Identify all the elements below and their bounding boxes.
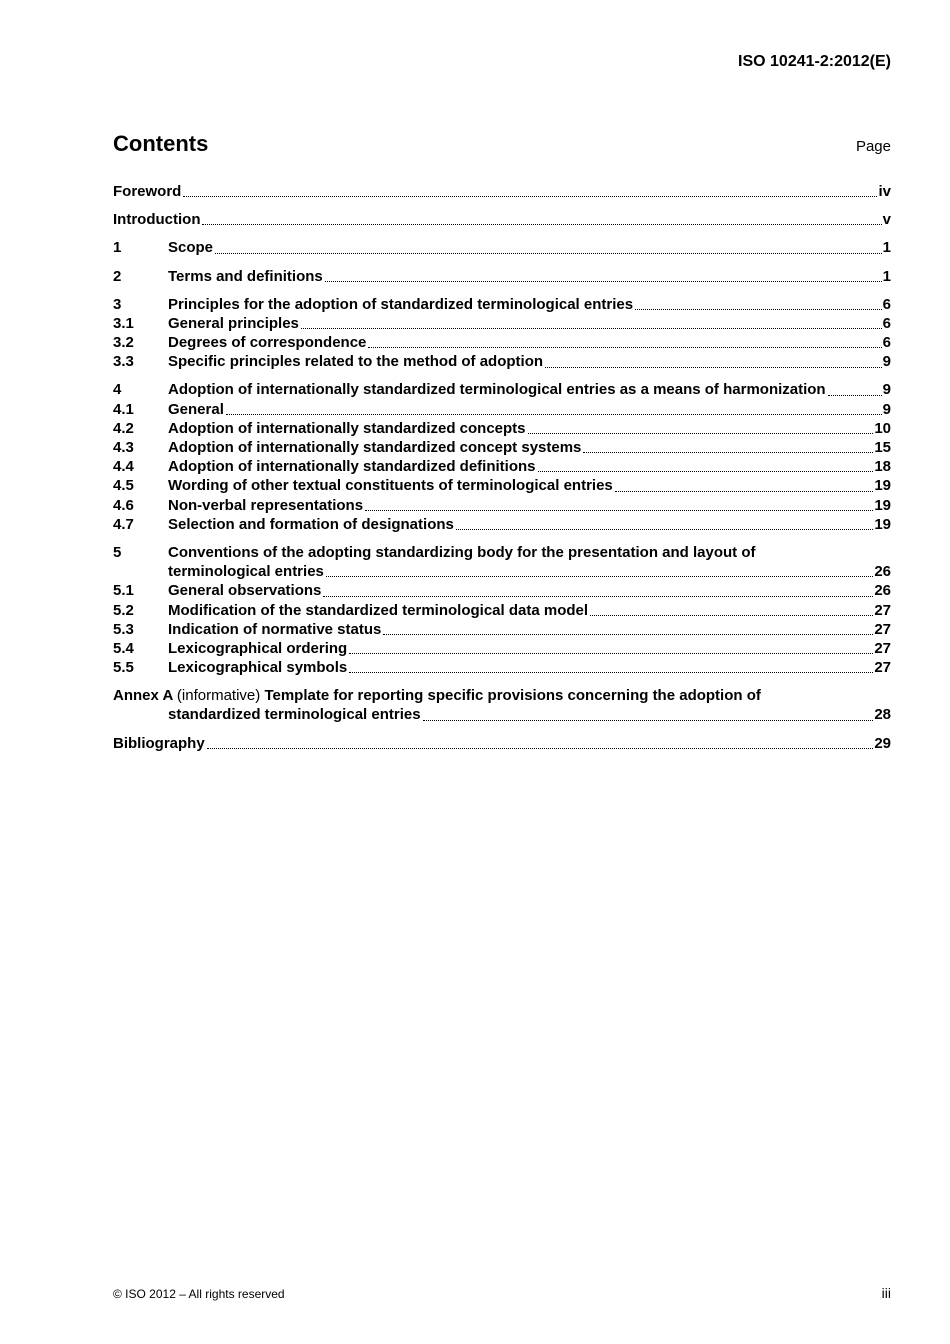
toc-entry-page: 27 [874, 601, 891, 619]
toc-entry-5-1[interactable] [113, 581, 891, 600]
toc-entry-page: 27 [874, 639, 891, 657]
toc-entry-4-5[interactable] [113, 476, 891, 495]
toc-entry-title: Adoption of internationally standardized concept systems [168, 439, 582, 457]
toc-entry-4-3[interactable] [113, 438, 891, 457]
toc-entry-3-1[interactable] [113, 314, 891, 333]
toc-entry-title: Lexicographical ordering [168, 639, 348, 657]
toc-entry-title: Scope [168, 239, 214, 257]
toc-entry-title: Terms and definitions [168, 267, 323, 285]
toc-entry-page: 28 [874, 706, 891, 724]
toc-entry-4[interactable] [113, 381, 891, 400]
toc-entry-number: 4.1 [113, 400, 134, 418]
toc-entry-2[interactable] [113, 267, 891, 286]
toc-entry-title: Lexicographical symbols [168, 659, 348, 677]
toc-entry-4-7[interactable] [113, 515, 891, 534]
toc-entry-foreword[interactable] [113, 182, 891, 201]
toc-entry-title: Introduction [113, 211, 201, 229]
dot-leader [383, 634, 873, 635]
toc-entry-title: Selection and formation of designations [168, 515, 454, 533]
toc-entry-page: 19 [874, 496, 891, 514]
dot-leader [183, 196, 877, 197]
toc-entry-page: v [882, 211, 891, 229]
toc-entry-page: 26 [874, 582, 891, 600]
toc-entry-number: 4.3 [113, 439, 134, 457]
dot-leader [456, 529, 873, 530]
toc-entry-title: Conventions of the adopting standardizing body for the presentation and layout of [168, 543, 756, 561]
dot-leader [538, 471, 874, 472]
toc-entry-page: 15 [874, 439, 891, 457]
toc-entry-page: 6 [882, 295, 891, 313]
toc-entry-4-6[interactable] [113, 496, 891, 515]
toc-entry-title: Foreword [113, 182, 182, 200]
annex-label: Annex A [113, 687, 173, 705]
toc-entry-title: Adoption of internationally standardized terminological entries as a means of harmonization [168, 381, 826, 399]
toc-entry-title: General principles [168, 314, 299, 332]
contents-heading: Contents [113, 131, 209, 156]
toc-entry-page: 18 [874, 458, 891, 476]
toc-entry-title: terminological entries [168, 563, 324, 581]
toc-entry-page: 1 [882, 267, 891, 285]
toc-entry-5-2[interactable] [113, 601, 891, 620]
toc-entry-number: 3.2 [113, 334, 134, 352]
toc-entry-number: 5.4 [113, 639, 134, 657]
dot-leader [528, 433, 874, 434]
toc-entry-page: iv [878, 182, 891, 200]
toc-entry-title: Specific principles related to the method of adoption [168, 353, 544, 371]
toc-entry-number: 4.6 [113, 496, 134, 514]
dot-leader [583, 452, 873, 453]
toc-entry-title: Bibliography [113, 734, 205, 752]
toc-entry-5[interactable] [113, 543, 891, 562]
toc-entry-number: 4.7 [113, 515, 134, 533]
toc-entry-5-3[interactable] [113, 620, 891, 639]
toc-entry-number: 5.1 [113, 582, 134, 600]
dot-leader [215, 253, 882, 254]
toc-entry-3[interactable] [113, 295, 891, 314]
toc-entry-page: 27 [874, 620, 891, 638]
toc-entry-number: 4.2 [113, 419, 134, 437]
toc-entry-page: 1 [882, 239, 891, 257]
dot-leader [365, 510, 873, 511]
table-of-contents [113, 182, 891, 753]
toc-entry-annex-a[interactable] [113, 686, 891, 705]
dot-leader [349, 653, 873, 654]
toc-entry-title: General [168, 400, 224, 418]
page-column-label: Page [855, 138, 891, 155]
toc-entry-page: 6 [882, 314, 891, 332]
toc-entry-title [113, 686, 761, 705]
toc-entry-number: 4.4 [113, 458, 134, 476]
toc-entry-4-2[interactable] [113, 419, 891, 438]
toc-entry-number: 3.3 [113, 353, 134, 371]
toc-entry-title: Modification of the standardized terminological data model [168, 601, 589, 619]
toc-entry-4-4[interactable] [113, 457, 891, 476]
dot-leader [590, 615, 873, 616]
toc-entry-page: 19 [874, 515, 891, 533]
toc-entry-number: 5.3 [113, 620, 134, 638]
dot-leader [615, 491, 874, 492]
toc-entry-annex-a-continuation[interactable] [113, 706, 891, 725]
dot-leader [349, 672, 873, 673]
dot-leader [635, 309, 882, 310]
toc-entry-number: 1 [113, 239, 122, 257]
copyright-notice: © ISO 2012 – All rights reserved [113, 1287, 285, 1301]
toc-entry-bibliography[interactable] [113, 734, 891, 753]
annex-type: (informative) [176, 687, 261, 705]
toc-entry-title: Adoption of internationally standardized definitions [168, 458, 536, 476]
dot-leader [423, 720, 874, 721]
toc-entry-5-5[interactable] [113, 658, 891, 677]
toc-entry-3-2[interactable] [113, 333, 891, 352]
toc-entry-title: General observations [168, 582, 322, 600]
annex-title: Template for reporting specific provisions concerning the adoption of [264, 687, 761, 705]
toc-entry-title: Wording of other textual constituents of terminological entries [168, 477, 613, 495]
dot-leader [202, 224, 881, 225]
toc-entry-5-4[interactable] [113, 639, 891, 658]
toc-entry-title: standardized terminological entries [168, 706, 421, 724]
dot-leader [207, 748, 874, 749]
toc-entry-page: 9 [882, 381, 891, 399]
toc-entry-number: 5 [113, 543, 122, 561]
toc-entry-number: 3 [113, 295, 122, 313]
toc-entry-number: 4.5 [113, 477, 134, 495]
toc-entry-4-1[interactable] [113, 400, 891, 419]
dot-leader [545, 367, 882, 368]
toc-entry-page: 27 [874, 659, 891, 677]
toc-entry-1[interactable] [113, 238, 891, 257]
toc-entry-title: Indication of normative status [168, 620, 382, 638]
dot-leader [226, 414, 882, 415]
toc-entry-number: 2 [113, 267, 122, 285]
dot-leader [828, 395, 882, 396]
toc-entry-5-continuation[interactable] [113, 562, 891, 581]
dot-leader [368, 347, 881, 348]
toc-entry-title: Degrees of correspondence [168, 334, 367, 352]
toc-entry-number: 5.2 [113, 601, 134, 619]
toc-entry-page: 9 [882, 400, 891, 418]
dot-leader [326, 576, 873, 577]
toc-entry-page: 29 [874, 734, 891, 752]
toc-entry-page: 10 [874, 419, 891, 437]
dot-leader [325, 281, 882, 282]
toc-entry-title: Non-verbal representations [168, 496, 364, 514]
toc-entry-title: Adoption of internationally standardized concepts [168, 419, 526, 437]
toc-entry-page: 9 [882, 353, 891, 371]
toc-entry-number: 5.5 [113, 659, 134, 677]
toc-entry-introduction[interactable] [113, 210, 891, 229]
toc-entry-title: Principles for the adoption of standardized terminological entries [168, 295, 634, 313]
toc-entry-page: 6 [882, 334, 891, 352]
toc-entry-number: 3.1 [113, 314, 134, 332]
toc-entry-page: 26 [874, 563, 891, 581]
dot-leader [323, 596, 873, 597]
toc-entry-3-3[interactable] [113, 352, 891, 371]
page-number: iii [881, 1285, 891, 1301]
toc-entry-number: 4 [113, 381, 122, 399]
toc-entry-page: 19 [874, 477, 891, 495]
dot-leader [301, 328, 882, 329]
document-id: ISO 10241-2:2012(E) [738, 53, 891, 70]
